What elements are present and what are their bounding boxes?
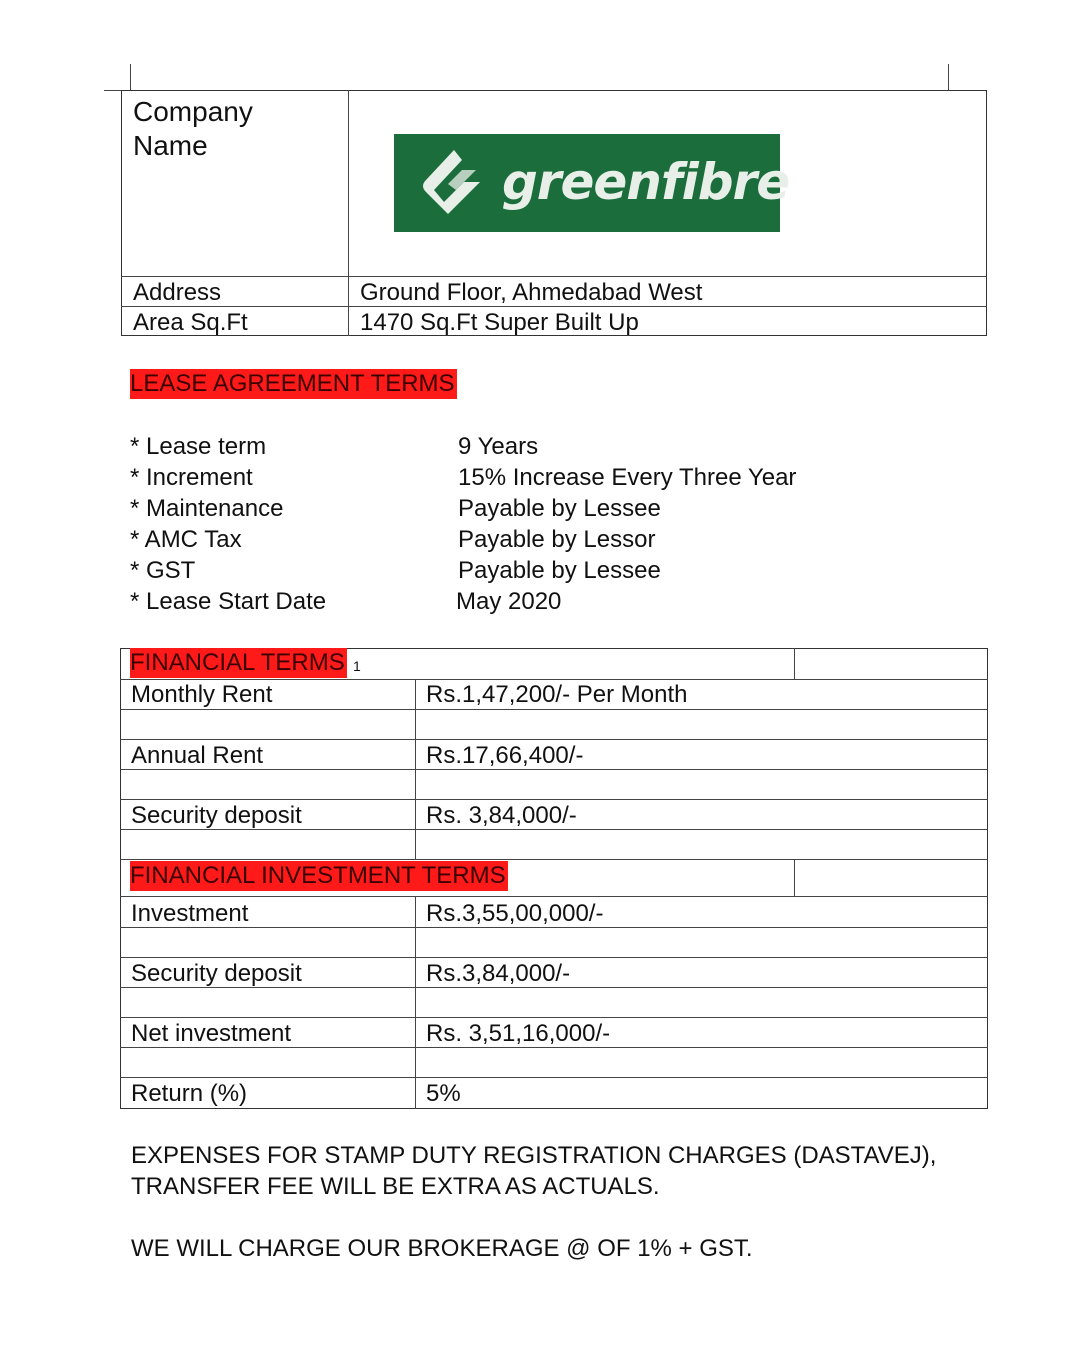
maintenance-value: Payable by Lessee	[458, 495, 661, 522]
corner-mark-left	[130, 64, 131, 90]
gst-value: Payable by Lessee	[458, 557, 661, 584]
lease-terms-heading: LEASE AGREEMENT TERMS	[130, 370, 455, 397]
investment-terms-heading: FINANCIAL INVESTMENT TERMS	[130, 862, 506, 889]
lease-term-value: 9 Years	[458, 433, 539, 460]
brokerage-note: WE WILL CHARGE OUR BROKERAGE @ OF 1% + GST.	[131, 1235, 753, 1262]
table-row-line	[120, 679, 988, 680]
return-value: 5%	[426, 1080, 461, 1107]
investment-deposit-label: Security deposit	[131, 960, 302, 987]
monthly-rent-value: Rs.1,47,200/- Per Month	[426, 681, 688, 708]
lease-term-label: * Lease term	[130, 433, 267, 460]
address-value: Ground Floor, Ahmedabad West	[360, 279, 703, 306]
greenfibre-leaf-icon	[418, 146, 488, 220]
company-table-row-line	[121, 276, 987, 277]
company-logo	[394, 134, 790, 232]
footnote-marker: 1	[353, 658, 361, 674]
expenses-note-line2: TRANSFER FEE WILL BE EXTRA AS ACTUALS.	[131, 1173, 660, 1200]
table-row-line	[120, 799, 988, 800]
area-value: 1470 Sq.Ft Super Built Up	[360, 309, 639, 336]
return-label: Return (%)	[131, 1080, 248, 1107]
area-label: Area Sq.Ft	[133, 309, 248, 336]
increment-label: * Increment	[130, 464, 253, 491]
table-row-line	[120, 709, 988, 710]
investment-deposit-value: Rs.3,84,000/-	[426, 960, 571, 987]
gst-label: * GST	[130, 557, 196, 584]
table-row-line	[120, 896, 988, 897]
financial-terms-heading: FINANCIAL TERMS	[130, 649, 345, 676]
table-row-line	[120, 1017, 988, 1018]
increment-value: 15% Increase Every Three Year	[458, 464, 797, 491]
logo-text: greenfibre	[502, 153, 790, 211]
lease-start-date-value: May 2020	[456, 588, 562, 615]
security-deposit-value: Rs. 3,84,000/-	[426, 802, 577, 829]
net-investment-label: Net investment	[131, 1020, 292, 1047]
monthly-rent-label: Monthly Rent	[131, 681, 273, 708]
lease-start-date-label: * Lease Start Date	[130, 588, 327, 615]
annual-rent-label: Annual Rent	[131, 742, 264, 769]
expenses-note-line1: EXPENSES FOR STAMP DUTY REGISTRATION CHARGES (DASTAVEJ),	[131, 1142, 937, 1169]
maintenance-label: * Maintenance	[130, 495, 284, 522]
table-col-line	[794, 859, 795, 896]
table-row-line	[120, 1077, 988, 1078]
table-col-line	[415, 896, 416, 1109]
net-investment-value: Rs. 3,51,16,000/-	[426, 1020, 611, 1047]
table-row-line	[120, 957, 988, 958]
table-col-line	[415, 679, 416, 859]
company-name-label: Company Name	[133, 96, 253, 161]
annual-rent-value: Rs.17,66,400/-	[426, 742, 584, 769]
amc-tax-label: * AMC Tax	[130, 526, 242, 553]
investment-label: Investment	[131, 900, 249, 927]
table-row-line	[120, 859, 988, 860]
table-col-line	[794, 648, 795, 679]
table-row-line	[120, 739, 988, 740]
address-label: Address	[133, 279, 222, 306]
amc-tax-value: Payable by Lessor	[458, 526, 656, 553]
corner-mark-right	[948, 64, 949, 90]
security-deposit-label: Security deposit	[131, 802, 302, 829]
company-table-divider	[348, 90, 349, 336]
investment-value: Rs.3,55,00,000/-	[426, 900, 604, 927]
